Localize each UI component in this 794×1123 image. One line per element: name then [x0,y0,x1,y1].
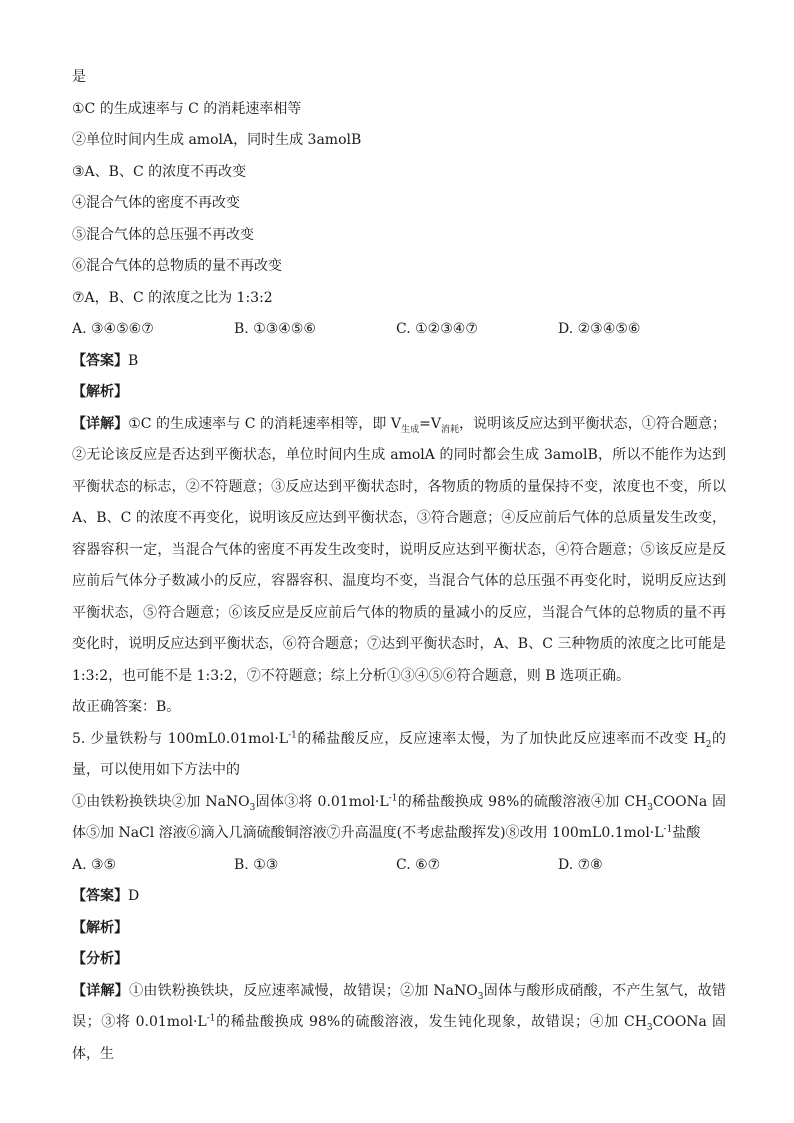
q5-stem-sub: 2 [705,739,712,750]
condition-4: ④混合气体的密度不再改变 [72,195,240,211]
q5-option-a: A. ③⑤ [72,856,117,873]
subscript-generation: 生成 [401,424,420,435]
q5-option-b: B. ①③ [234,856,279,873]
q5-methods-e: 盐酸 [672,825,701,841]
question-stem-tail: 是 [72,69,86,85]
condition-7: ⑦A，B、C 的浓度之比为 1:3:2 [72,289,273,306]
answer-label: 【答案】 [72,352,128,369]
q5-option-d: D. ⑦⑧ [558,856,603,873]
detail-label: 【详解】 [72,415,129,432]
condition-5: ⑤混合气体的总压强不再改变 [72,226,254,243]
q5-stem-c: 的量，可以使用如下方法中的 [72,730,726,778]
q5-methods-sub2: 3 [647,802,653,813]
condition-1: ①C 的生成速率与 C 的消耗速率相等 [72,100,302,117]
q4-option-a: A. ③④⑤⑥⑦ [72,321,154,337]
q5-detail-d: COONa 固体，生 [72,1014,726,1062]
detail-text-b: ，说明该反应达到平衡状态，①符合题意；②无论该反应是否达到平衡状态，单位时间内生成 amolA 的同时都会生成 3amolB，所以不能作为达到平衡状态的标志，②不符题意；③反应达到平衡状态时，各物质的物质的量保持不变，浓度也不变，所以 A、B、C 的浓度不再变化，说明该反应达到平衡状态，③符合题意；④反应前后气体的总质量发生改变，容器容积一定，当混合气体的密度不再发生改变时，说明反应达到平衡状态，④符合题意；⑤该反应是反应前后气体分子数减小的反应，容器容积、温度均不变，当混合气体的总压强不再变化时，说明反应达到平衡状态，⑤符合题意；⑥该反应是反应前后气体的物质的量减小的反应，当混合气体的总物质的量不再变化时，说明反应达到平衡状态，⑥符合题意；⑦达到平衡状态时，A、B、C 三种物质的浓度之比可能是 1:3:2，也可能不是 1:3:2，⑦不符题意；综上分析①③④⑤⑥符合题意，则 B 选项正确。 [72,415,726,684]
q4-detail [72,409,726,693]
q5-answer-value: D [128,888,140,904]
q5-analysis-label: 【解析】 [72,919,128,936]
q5-stem-a: 5. 少量铁粉与 100mL0.01mol·L [72,730,289,747]
detail-equals: =V [419,415,441,432]
q4-conclusion: 故正确答案：B。 [72,699,181,715]
q5-methods-a: ①由铁粉换铁块②加 NaNO [72,793,250,810]
condition-6: ⑥混合气体的总物质的量不再改变 [72,258,282,274]
q4-option-d: D. ②③④⑤⑥ [558,321,641,337]
q5-detail-sub1: 3 [477,991,484,1002]
q5-answer-label: 【答案】 [72,888,128,904]
q5-stem [72,724,726,787]
q5-detail-label: 【详解】 [72,982,130,999]
q4-answer [72,346,726,378]
condition-3: ③A、B、C 的浓度不再改变 [72,163,247,180]
q5-option-c: C. ⑥⑦ [396,856,441,873]
q5-methods-sup2: -1 [663,824,673,835]
q5-methods-c: 的稀盐酸换成 98%的硫酸溶液④加 CH [397,793,648,810]
q5-methods-sup1: -1 [388,792,398,803]
q5-answer [72,881,726,913]
answer-value: B [128,352,139,369]
document-content [72,62,726,1070]
condition-2: ②单位时间内生成 amolA，同时生成 3amolB [72,132,362,148]
subscript-consumption: 消耗 [441,424,460,435]
q4-option-b: B. ①③④⑤⑥ [234,321,316,337]
q5-fenxi-label: 【分析】 [72,951,128,967]
q5-methods-sub1: 3 [249,802,256,813]
q5-detail-sub2: 3 [646,1022,653,1033]
q5-detail-c: 的稀盐酸换成 98%的硫酸溶液，发生钝化现象，故错误；④加 CH [215,1014,647,1030]
detail-text-a: ①C 的生成速率与 C 的消耗速率相等，即 V [128,415,402,432]
q5-detail [72,976,726,1071]
q5-methods-b: 固体③将 0.01mol·L [255,793,389,810]
q5-stem-sup: -1 [288,729,297,740]
q5-methods [72,787,726,850]
q5-stem-b: 的稀盐酸反应，反应速率太慢，为了加快此反应速率而不改变 H [296,730,706,747]
q4-options [72,314,726,346]
q5-methods-d: COONa 固体⑤加 NaCl 溶液⑥滴入几滴硫酸铜溶液⑦升高温度(不考虑盐酸挥发)⑧改用 100mL0.1mol·L [72,793,726,841]
q5-detail-sup1: -1 [206,1013,216,1024]
q5-detail-b: 固体与酸形成硝酸，不产生氢气，故错误；③将 0.01mol·L [72,982,727,1030]
q5-detail-a: ①由铁粉换铁块，反应速率减慢，故错误；②加 NaNO [129,982,478,999]
q4-analysis-label: 【解析】 [72,384,128,400]
q5-options [72,850,726,882]
q4-option-c: C. ①②③④⑦ [396,321,478,337]
